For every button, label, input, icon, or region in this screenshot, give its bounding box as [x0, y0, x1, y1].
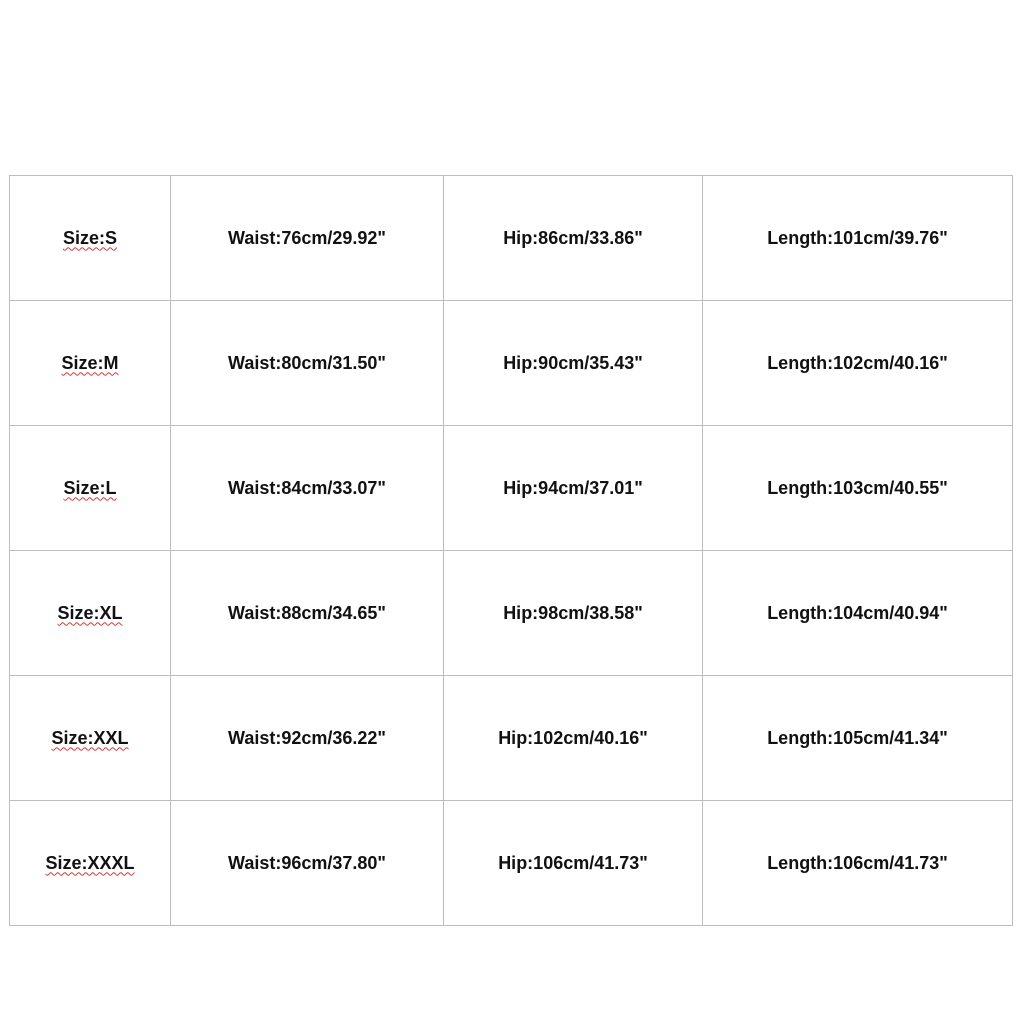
table-row — [10, 676, 1013, 801]
size-label: Size:M — [61, 352, 119, 373]
size-cell — [10, 176, 171, 301]
hip-cell: Hip:102cm/40.16" — [444, 676, 703, 801]
length-cell: Length:104cm/40.94" — [703, 551, 1013, 676]
length-cell: Length:105cm/41.34" — [703, 676, 1013, 801]
table-row — [10, 426, 1013, 551]
table-row — [10, 176, 1013, 301]
size-cell — [10, 676, 171, 801]
size-label: Size:S — [62, 227, 118, 248]
table-row — [10, 801, 1013, 926]
size-chart-table — [9, 175, 1013, 926]
hip-cell: Hip:98cm/38.58" — [444, 551, 703, 676]
waist-cell: Waist:96cm/37.80" — [171, 801, 444, 926]
length-cell: Length:102cm/40.16" — [703, 301, 1013, 426]
size-label: Size:XXL — [51, 727, 129, 748]
length-cell: Length:103cm/40.55" — [703, 426, 1013, 551]
size-label: Size:L — [63, 477, 117, 498]
waist-cell: Waist:92cm/36.22" — [171, 676, 444, 801]
waist-cell: Waist:76cm/29.92" — [171, 176, 444, 301]
hip-cell: Hip:106cm/41.73" — [444, 801, 703, 926]
table-row — [10, 301, 1013, 426]
hip-cell: Hip:94cm/37.01" — [444, 426, 703, 551]
table-row — [10, 551, 1013, 676]
length-cell: Length:101cm/39.76" — [703, 176, 1013, 301]
size-cell — [10, 551, 171, 676]
waist-cell: Waist:88cm/34.65" — [171, 551, 444, 676]
size-cell — [10, 301, 171, 426]
size-label: Size:XXXL — [45, 852, 135, 873]
length-cell: Length:106cm/41.73" — [703, 801, 1013, 926]
hip-cell: Hip:86cm/33.86" — [444, 176, 703, 301]
waist-cell: Waist:80cm/31.50" — [171, 301, 444, 426]
size-cell — [10, 801, 171, 926]
size-cell — [10, 426, 171, 551]
waist-cell: Waist:84cm/33.07" — [171, 426, 444, 551]
size-label: Size:XL — [57, 602, 123, 623]
hip-cell: Hip:90cm/35.43" — [444, 301, 703, 426]
